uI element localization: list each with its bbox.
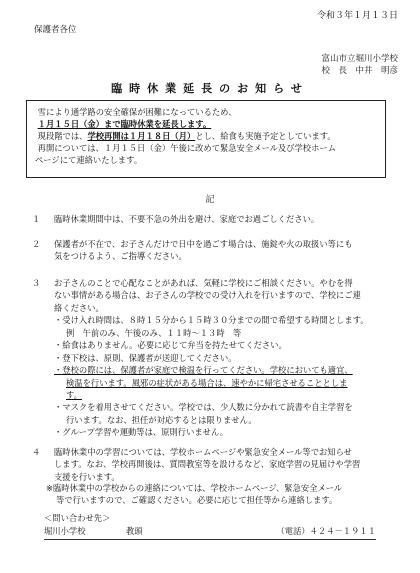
bullet-temperature-2: 検温を行います。風邪の症状がある場合は、速やかに帰宅させることとしま xyxy=(66,377,348,388)
contact-row xyxy=(44,526,376,540)
notice-line-5: ページにて連絡いたします。 xyxy=(35,155,143,166)
note-line-1: ※臨時休業中の学校からの連絡については、学校ホームページ、緊急安全メール xyxy=(46,483,343,493)
list-item-2: ２ 保護者が不在で、お子さんだけで日中を過ごす場合は、施錠や火の取扱い等にも 気をつけるよう、ご指導ください。 xyxy=(32,239,353,262)
note-block xyxy=(46,482,386,507)
bullet-commute: ・登下校は、原則、保護者が送迎してください。 xyxy=(54,352,237,363)
contact-school: 堀川小学校 xyxy=(44,526,86,536)
recipient: 保護者各位 xyxy=(34,25,77,35)
principal-name: 校 長 中井 明彦 xyxy=(321,66,398,76)
contact-role: 教頭 xyxy=(126,526,143,536)
list-item-1: １ 臨時休業期間中は、不要不急の外出を避け、家庭でお過ごしください。 xyxy=(32,214,320,224)
notice-box xyxy=(26,100,386,178)
issue-date: 令和３年１月１３日 xyxy=(316,11,398,21)
bullet-lunch: ・給食はありません。必要に応じて弁当を持たせてください。 xyxy=(54,340,287,351)
bullet-hours-example: 例 午前のみ、午後のみ、１１時～１３時 等 xyxy=(66,327,242,338)
bullet-mask-2: 行います。なお、担任が対応するとは限りません。 xyxy=(66,414,257,425)
ki-heading: 記 xyxy=(205,195,215,205)
notice-line-1: 雪により通学路の安全確保が困難になっているため、 xyxy=(37,107,237,117)
notice-line-4: 再開については、１月１５日（金）午後に改めて緊急安全メール及び学校ホーム xyxy=(37,143,336,154)
note-line-2: 等で行いますので、ご確認ください。必要に応じて担任等から連絡します。 xyxy=(56,495,338,506)
contact-heading: ＜問い合わせ先＞ xyxy=(44,513,111,523)
document-title: 臨時休業延長のお知らせ xyxy=(111,82,309,95)
notice-line-3: 現段階では、学校再開は１月１８日（月）とし、給食も実施予定としています。 xyxy=(37,131,336,142)
notice-line-2: １月１５日（金）まで臨時休業を延長します。 xyxy=(37,119,212,130)
school-name: 富山市立堀川小学校 xyxy=(321,54,398,64)
contact-phone: （電話）４２４－１９１１ xyxy=(276,526,376,536)
bullet-temperature: ・登校の際には、保護者が家庭で検温を行ってください。学校においても適宜、 xyxy=(54,365,353,376)
bullet-group: ・グループ学習や運動等は、原則行いません。 xyxy=(54,427,229,438)
list-item-4: ４ 臨時休業中の学習については、学校ホームページや緊急安全メール等でお知らせ します。なお、学校再開後は、質問教室等を設けるなど、家庭学習の見届けや学習 支援を行います。 xyxy=(32,447,361,482)
list-item-3: ３ お子さんのことで心配なことがあれば、気軽に学校にご相談ください。やむを得 ない事情がある場合は、お子さんの学校での受け入れを行いますので、学校にご連 絡ください。 ・受け入れ時間は、８時１５分から１５時３０分までの間で希望する時間とします。 例 午前のみ、午後のみ、１１時～１３時 等 ・給食はありません。必要に応じて弁当を持たせてください。 ・登下校は、原則、保護者が送迎してください。 ・登校の際には、保護者が家庭で検温を行ってください。学校においても適宜、 検温を行います。風邪の症状がある場合は、速やかに帰宅させることとしま す。 ・マスクを着用させてください。学校では、少人数に分かれて読書や自主学習を 行います。なお、担任が対応するとは限りません。 ・グループ学習や運動等は、原則行いません。 xyxy=(32,277,388,439)
bullet-hours: ・受け入れ時間は、８時１５分から１５時３０分までの間で希望する時間とします。 xyxy=(54,315,369,326)
bullet-temperature-3: す。 xyxy=(66,389,82,400)
bullet-mask: ・マスクを着用させてください。学校では、少人数に分かれて読書や自主学習を xyxy=(54,402,353,413)
